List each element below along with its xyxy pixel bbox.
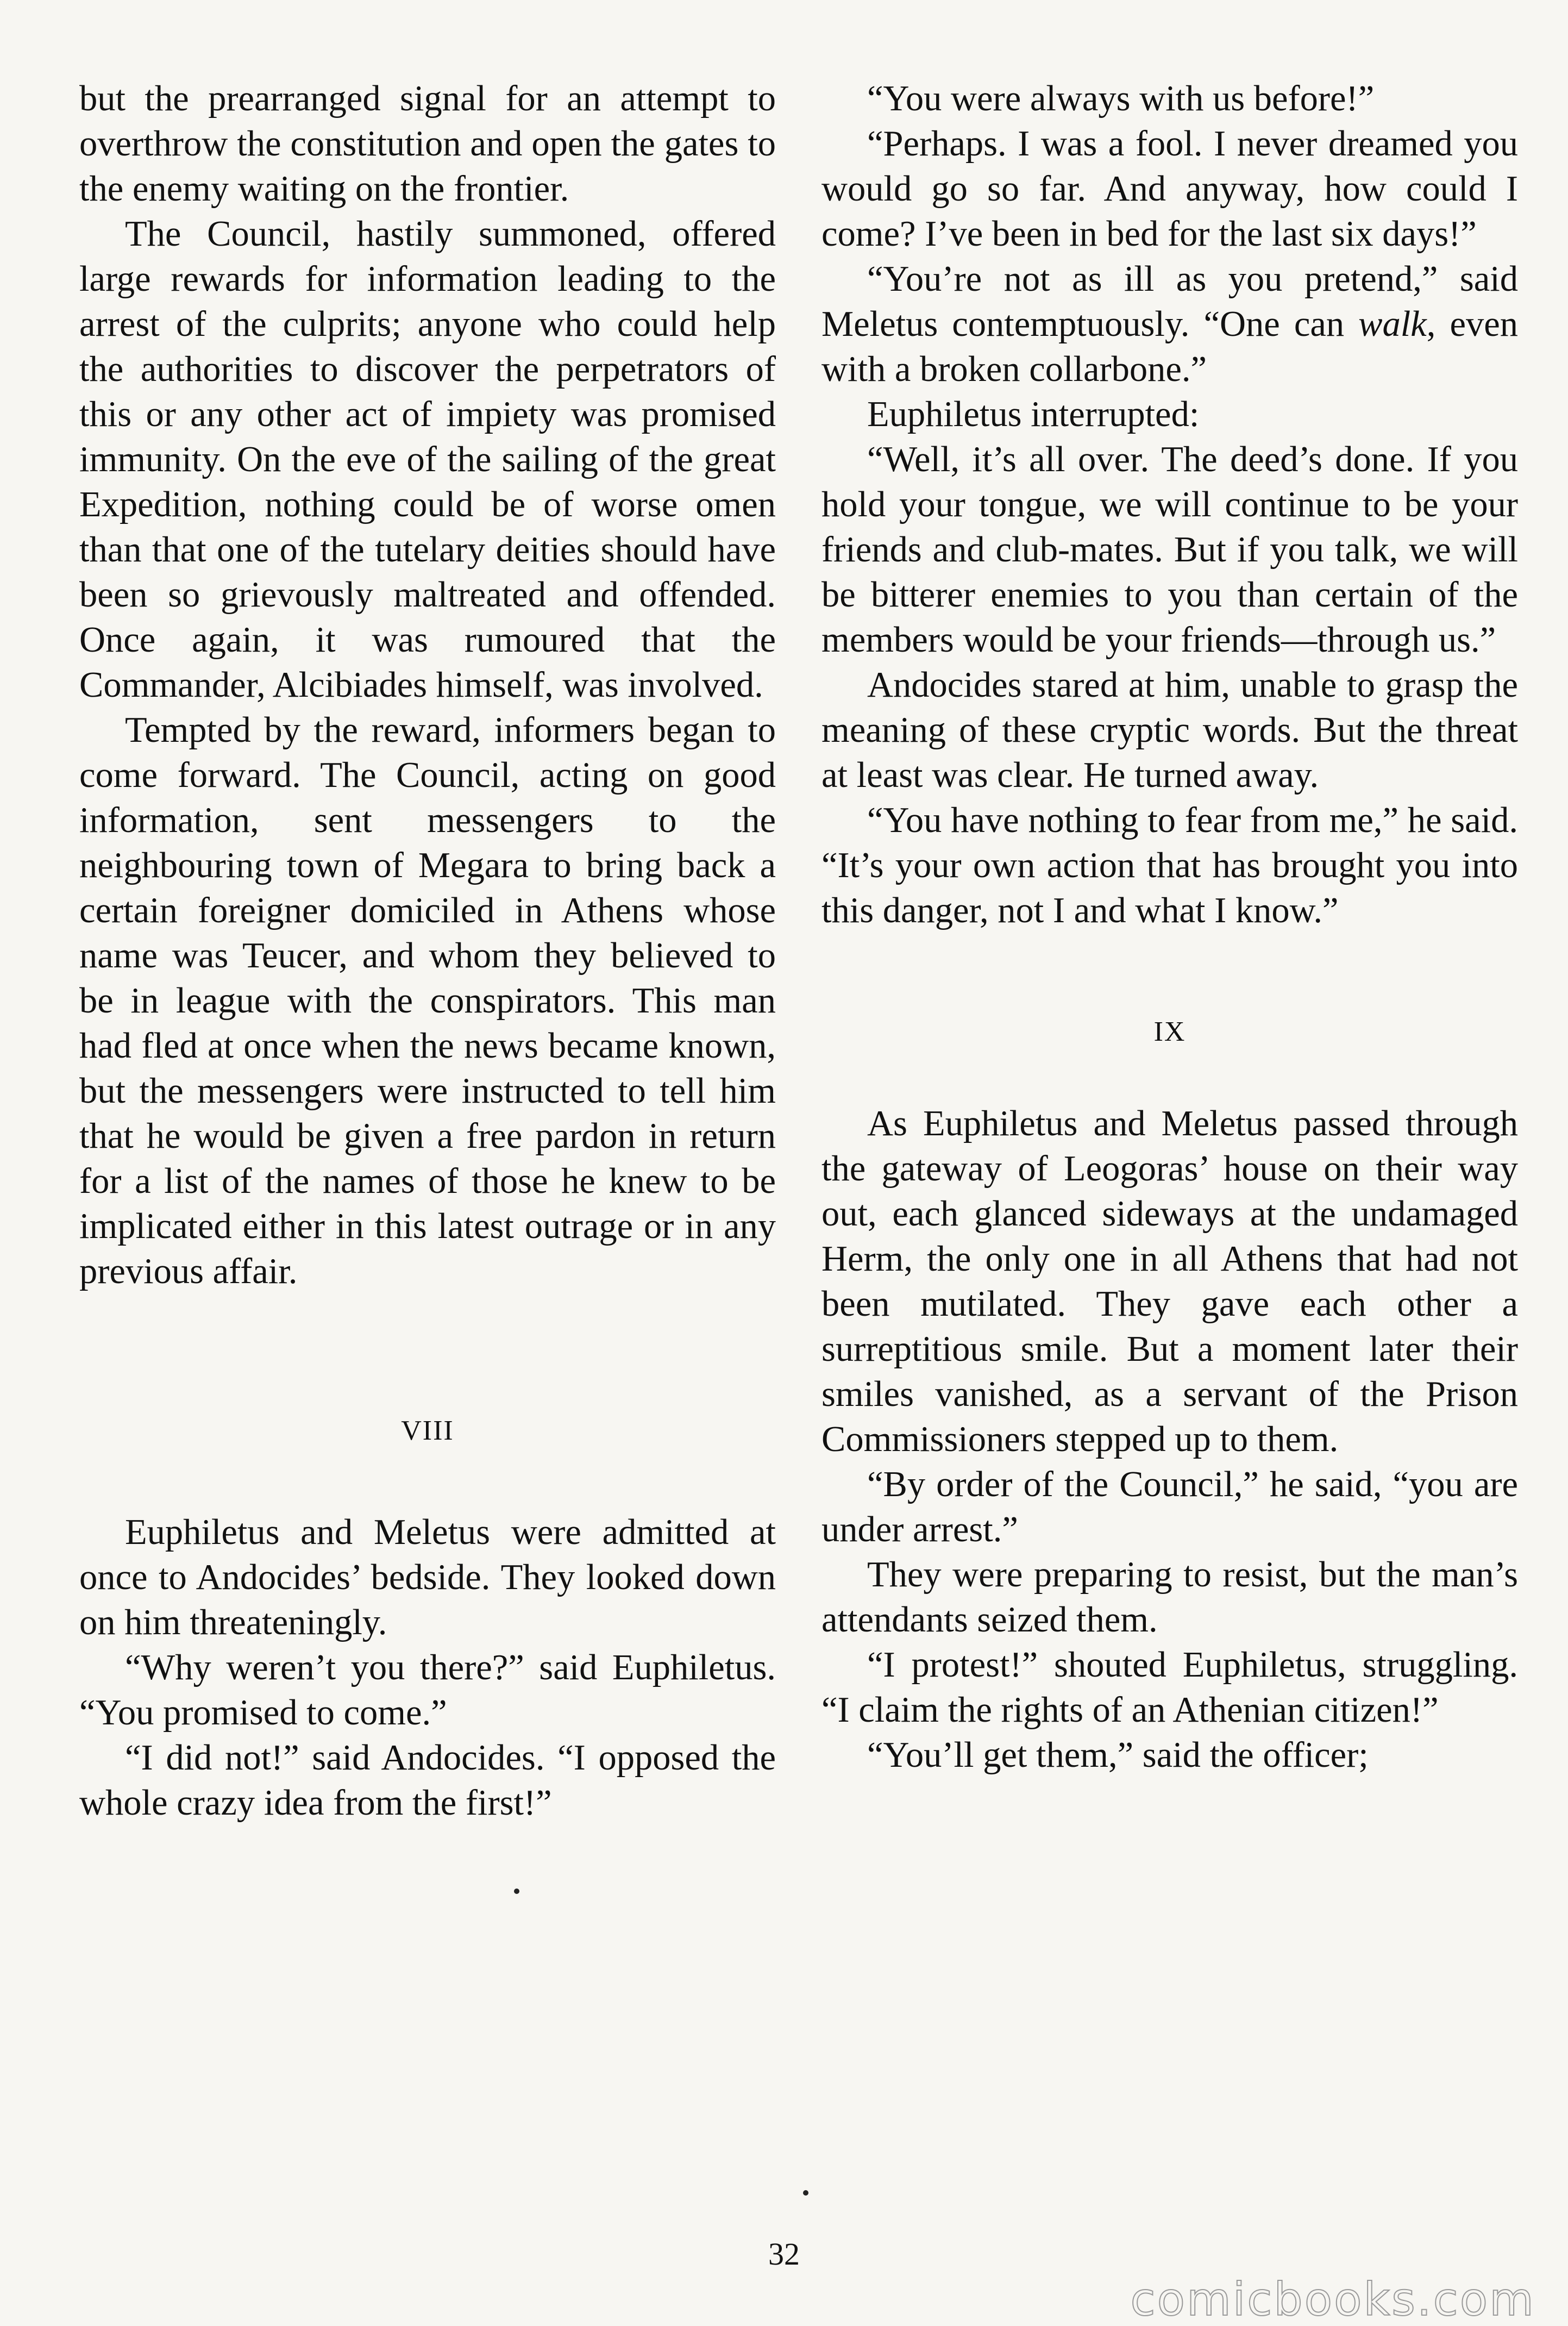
paragraph: The Council, hastily summoned, offered large rewards for information leading to the arrest of the culprits; anyone who could help the authorities to discover the perpetrators of this or any other act of impiety was promised immunity. On the eve of the sailing of the great Expedition, nothing could be of worse omen than that one of the tutelary deities should have been so grievously maltreated and offended. Once again, it was rumoured that the Commander, Alcibiades himself, was involved. — [79, 214, 776, 705]
paragraph: Euphiletus interrupted: — [867, 395, 1200, 434]
paragraph: “I protest!” shouted Euphiletus, struggling. “I claim the rights of an Athenian citizen!” — [821, 1645, 1518, 1730]
paragraph: Tempted by the reward, informers began to come forward. The Council, acting on good information, sent messengers to the neighbouring town of Megara to bring back a certain foreigner domiciled in Athens whose name was Teucer, and whom they believed to be in league with the conspirators. This man had fled at once when the news became known, but the messengers were instructed to tell him that he would be given a free pardon in return for a list of the names of those he knew to be implicated either in this latest outrage or in any previous affair. — [79, 710, 776, 1291]
paragraph: As Euphiletus and Meletus passed through the gateway of Leogoras’ house on their way out, each glanced sideways at the undamaged Herm, the only one in all Athens that had not been mutilated. They gave each other a surreptitious smile. But a moment later their smiles vanished, as a servant of the Prison Commissioners stepped up to them. — [821, 1104, 1518, 1459]
watermark-logo: comicbooks.com — [1130, 2273, 1535, 2326]
print-speck — [514, 1889, 519, 1894]
paragraph: “I did not!” said Andocides. “I opposed the whole crazy idea from the first!” — [79, 1738, 776, 1823]
left-column — [79, 76, 776, 1825]
paragraph: Euphiletus and Meletus were admitted at once to Andocides’ bedside. They looked down on him threateningly. — [79, 1512, 776, 1642]
paragraph: They were preparing to resist, but the man’s attendants seized them. — [821, 1555, 1518, 1640]
text-run: , even with a broken collarbone.” — [821, 304, 1518, 389]
paragraph: “Why weren’t you there?” said Euphiletus. “You promised to come.” — [79, 1648, 776, 1733]
text-run: “You’re not as ill as you pretend,” said Meletus contemptuously. “One can — [821, 259, 1518, 344]
paragraph — [821, 257, 1518, 392]
paragraph: “You were always with us before!” — [867, 79, 1375, 118]
paragraph: Andocides stared at him, unable to grasp the meaning of these cryptic words. But the threat at least was clear. He turned away. — [821, 665, 1518, 795]
paragraph: but the prearranged signal for an attempt to overthrow the constitution and open the gates to the enemy waiting on the frontier. — [79, 79, 776, 209]
paragraph: “You’ll get them,” said the officer; — [867, 1735, 1369, 1775]
page-number: 32 — [768, 2236, 800, 2272]
right-column — [821, 76, 1518, 1778]
paragraph: “Well, it’s all over. The deed’s done. If you hold your tongue, we will continue to be your friends and club-mates. But if you talk, we will be bitterer enemies to you than certain of the members would be your friends—through us.” — [821, 440, 1518, 660]
section-heading-viii: VIII — [401, 1415, 454, 1446]
paragraph: “By order of the Council,” he said, “you are under arrest.” — [821, 1465, 1518, 1549]
paragraph: “Perhaps. I was a fool. I never dreamed you would go so far. And anyway, how could I come? I’ve been in bed for the last six days!” — [821, 124, 1518, 254]
section-heading-ix: IX — [1153, 1016, 1186, 1047]
print-speck — [803, 2190, 808, 2196]
emphasis-text: walk — [1358, 304, 1427, 344]
paragraph: “You have nothing to fear from me,” he said. “It’s your own action that has brought you into this danger, not I and what I know.” — [821, 801, 1518, 930]
